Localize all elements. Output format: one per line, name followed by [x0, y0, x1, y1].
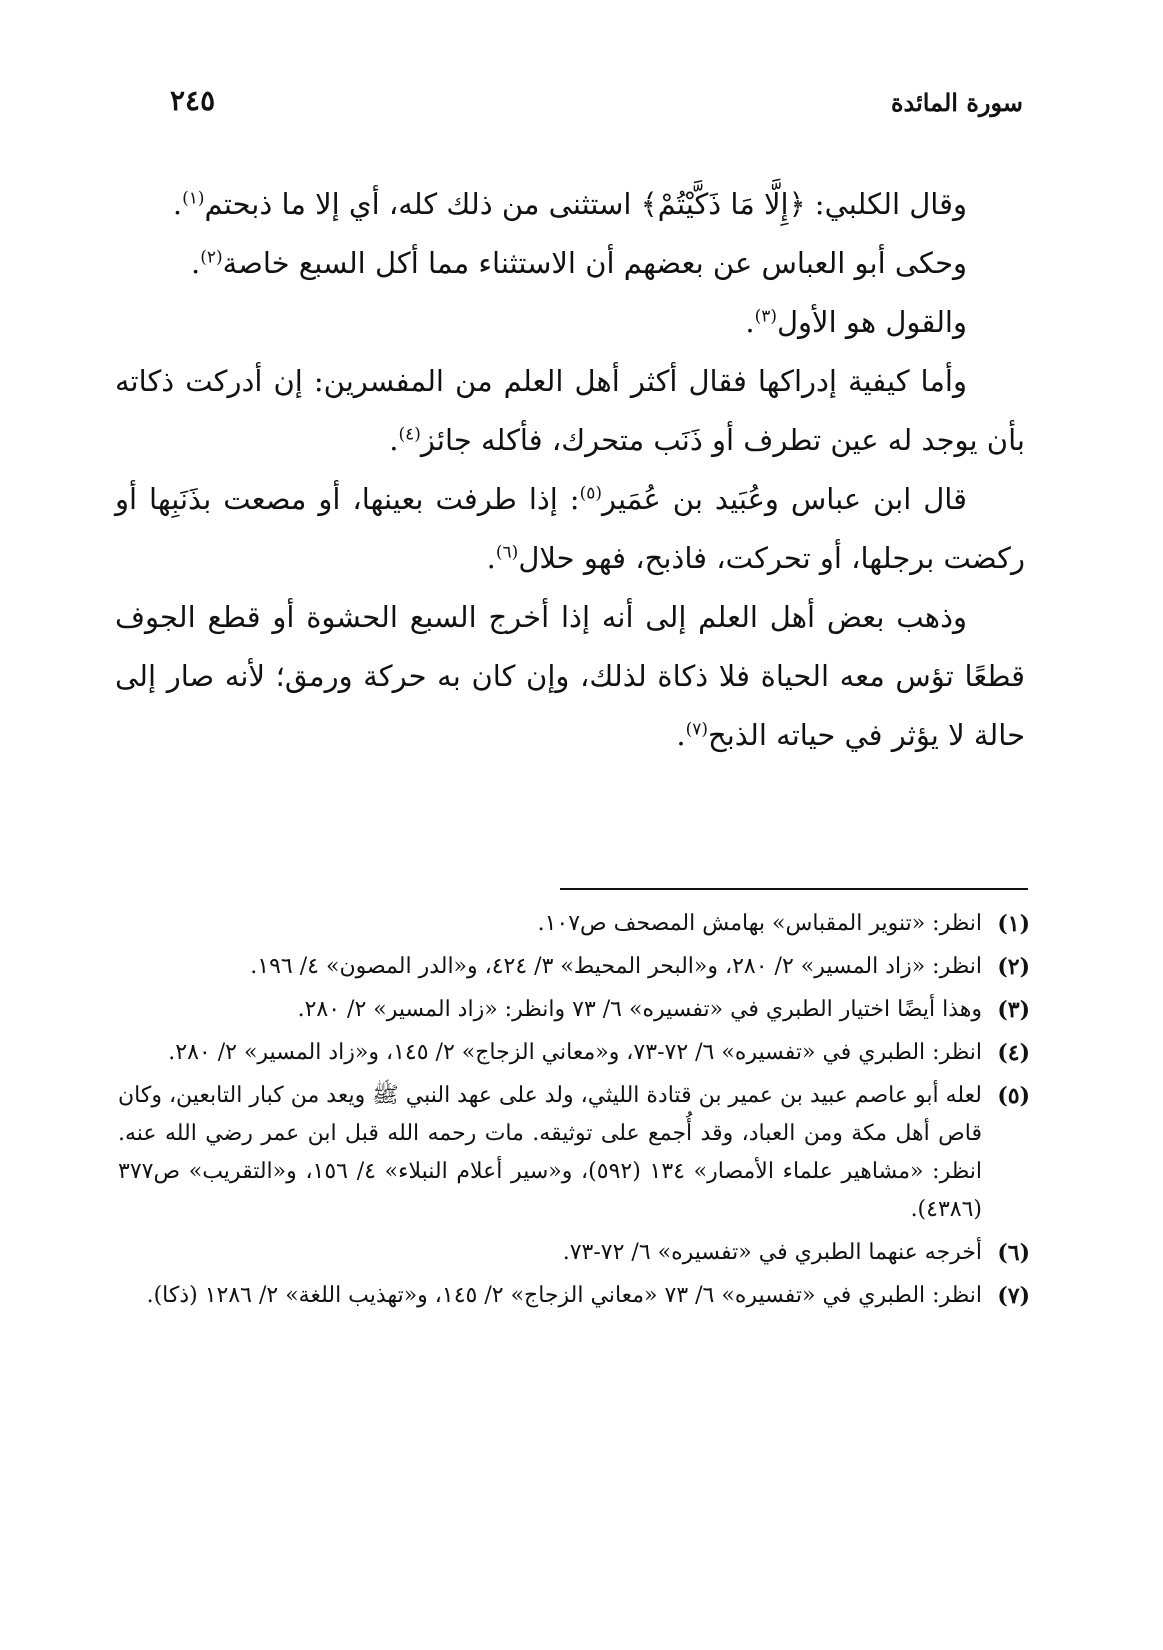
footnote-number: (٦) [997, 1240, 1030, 1266]
paragraph-2-text: وحكى أبو العباس عن بعضهم أن الاستثناء مما أكل السبع خاصة [222, 246, 967, 280]
paragraph-5-text: : إذا طرفت بعينها، أو مصعت بذَنَبِها أو ركضت برجلها، أو تحركت، فاذبح، فهو حلال [115, 482, 1025, 575]
surah-title: سورة المائدة [890, 88, 1023, 117]
footnote-text: انظر: «تنوير المقباس» بهامش المصحف ص١٠٧. [537, 911, 982, 936]
paragraph-1-end: . [172, 187, 183, 221]
footnote-text: انظر: «زاد المسير» ٢/ ٢٨٠، و«البحر المحيط» ٣/ ٤٢٤، و«الدر المصون» ٤/ ١٩٦. [250, 954, 982, 979]
footnote-number: (١) [997, 911, 1030, 937]
paragraph-2-end: . [191, 246, 201, 280]
footnote-number: (٤) [997, 1040, 1030, 1066]
paragraph-1-text: استثنى من ذلك كله، أي إلا ما ذبحتم [204, 187, 641, 221]
main-text [115, 175, 1025, 765]
footnote-1 [118, 905, 1030, 943]
footnote-3 [118, 991, 1030, 1029]
paragraph-3 [115, 293, 1025, 352]
paragraph-1-intro: وقال الكلبي: [805, 187, 967, 221]
footnote-ref-5[interactable]: (٥) [579, 483, 602, 504]
paragraph-6-end: . [676, 718, 686, 752]
footnote-number: (٣) [997, 997, 1030, 1023]
paragraph-6 [115, 588, 1025, 765]
footnote-4 [118, 1034, 1030, 1072]
footnote-text: وهذا أيضًا اختيار الطبري في «تفسيره» ٦/ ٧٣ وانظر: «زاد المسير» ٢/ ٢٨٠. [297, 997, 982, 1022]
running-head [170, 84, 1023, 128]
footnote-ref-3[interactable]: (٣) [754, 306, 777, 327]
footnote-number: (٢) [997, 954, 1030, 980]
footnote-text: لعله أبو عاصم عبيد بن عمير بن قتادة الليثي، ولد على عهد النبي ﷺ ويعد من كبار التابعين، وكان قاص أهل مكة ومن العباد، وقد أُجمع على توثيقه. مات رحمه الله قبل ابن عمر رضي الله عنه. انظر: «مشاهير علماء الأمصار» ١٣٤ (٥٩٢)، و«سير أعلام النبلاء» ٤/ ١٥٦، و«التقريب» ص٣٧٧ (٤٣٨٦). [118, 1083, 983, 1222]
page-number: ٢٤٥ [170, 84, 216, 117]
footnote-text: أخرجه عنهما الطبري في «تفسيره» ٦/ ٧٢-٧٣. [562, 1240, 982, 1265]
footnote-text: انظر: الطبري في «تفسيره» ٦/ ٧٣ «معاني الزجاج» ٢/ ١٤٥، و«تهذيب اللغة» ٢/ ١٢٨٦ (ذكا). [146, 1283, 982, 1308]
paragraph-5-end: . [486, 541, 496, 575]
footnote-ref-6[interactable]: (٦) [495, 542, 519, 563]
paragraph-4 [115, 352, 1025, 470]
footnote-ref-2[interactable]: (٢) [200, 247, 223, 268]
footnote-text: انظر: الطبري في «تفسيره» ٦/ ٧٢-٧٣، و«معاني الزجاج» ٢/ ١٤٥، و«زاد المسير» ٢/ ٢٨٠. [168, 1040, 982, 1065]
paragraph-6-text: وذهب بعض أهل العلم إلى أنه إذا أخرج السبع الحشوة أو قطع الجوف قطعًا تؤس معه الحياة فلا ذكاة لذلك، وإن كان به حركة ورمق؛ لأنه صار إلى حالة لا يؤثر في حياته الذبح [115, 600, 1025, 752]
paragraph-3-end: . [745, 305, 755, 339]
paragraph-4-text: وأما كيفية إدراكها فقال أكثر أهل العلم من المفسرين: إن أدركت ذكاته بأن يوجد له عين تطرف أو ذَنَب متحرك، فأكله جائز [115, 364, 1025, 457]
paragraph-1 [115, 175, 1025, 234]
footnote-7 [118, 1277, 1030, 1315]
footnote-number: (٥) [997, 1083, 1030, 1109]
quran-quote: ﴿إِلَّا مَا ذَكَّيْتُمْ﴾ [640, 187, 806, 221]
footnote-ref-7[interactable]: (٧) [685, 719, 709, 740]
paragraph-3-text: والقول هو الأول [776, 305, 967, 339]
paragraph-4-end: . [389, 423, 399, 457]
paragraph-5 [115, 470, 1025, 588]
footnote-separator [560, 888, 1028, 890]
footnote-ref-4[interactable]: (٤) [398, 424, 421, 445]
footnote-number: (٧) [997, 1283, 1030, 1309]
footnote-2 [118, 948, 1030, 986]
footnote-ref-1[interactable]: (١) [182, 188, 205, 209]
paragraph-2 [115, 234, 1025, 293]
footnote-6 [118, 1234, 1030, 1272]
footnote-5 [118, 1077, 1030, 1229]
paragraph-5-intro: قال ابن عباس وعُبَيد بن عُمَير [602, 482, 968, 516]
footnotes-list [118, 905, 1030, 1320]
